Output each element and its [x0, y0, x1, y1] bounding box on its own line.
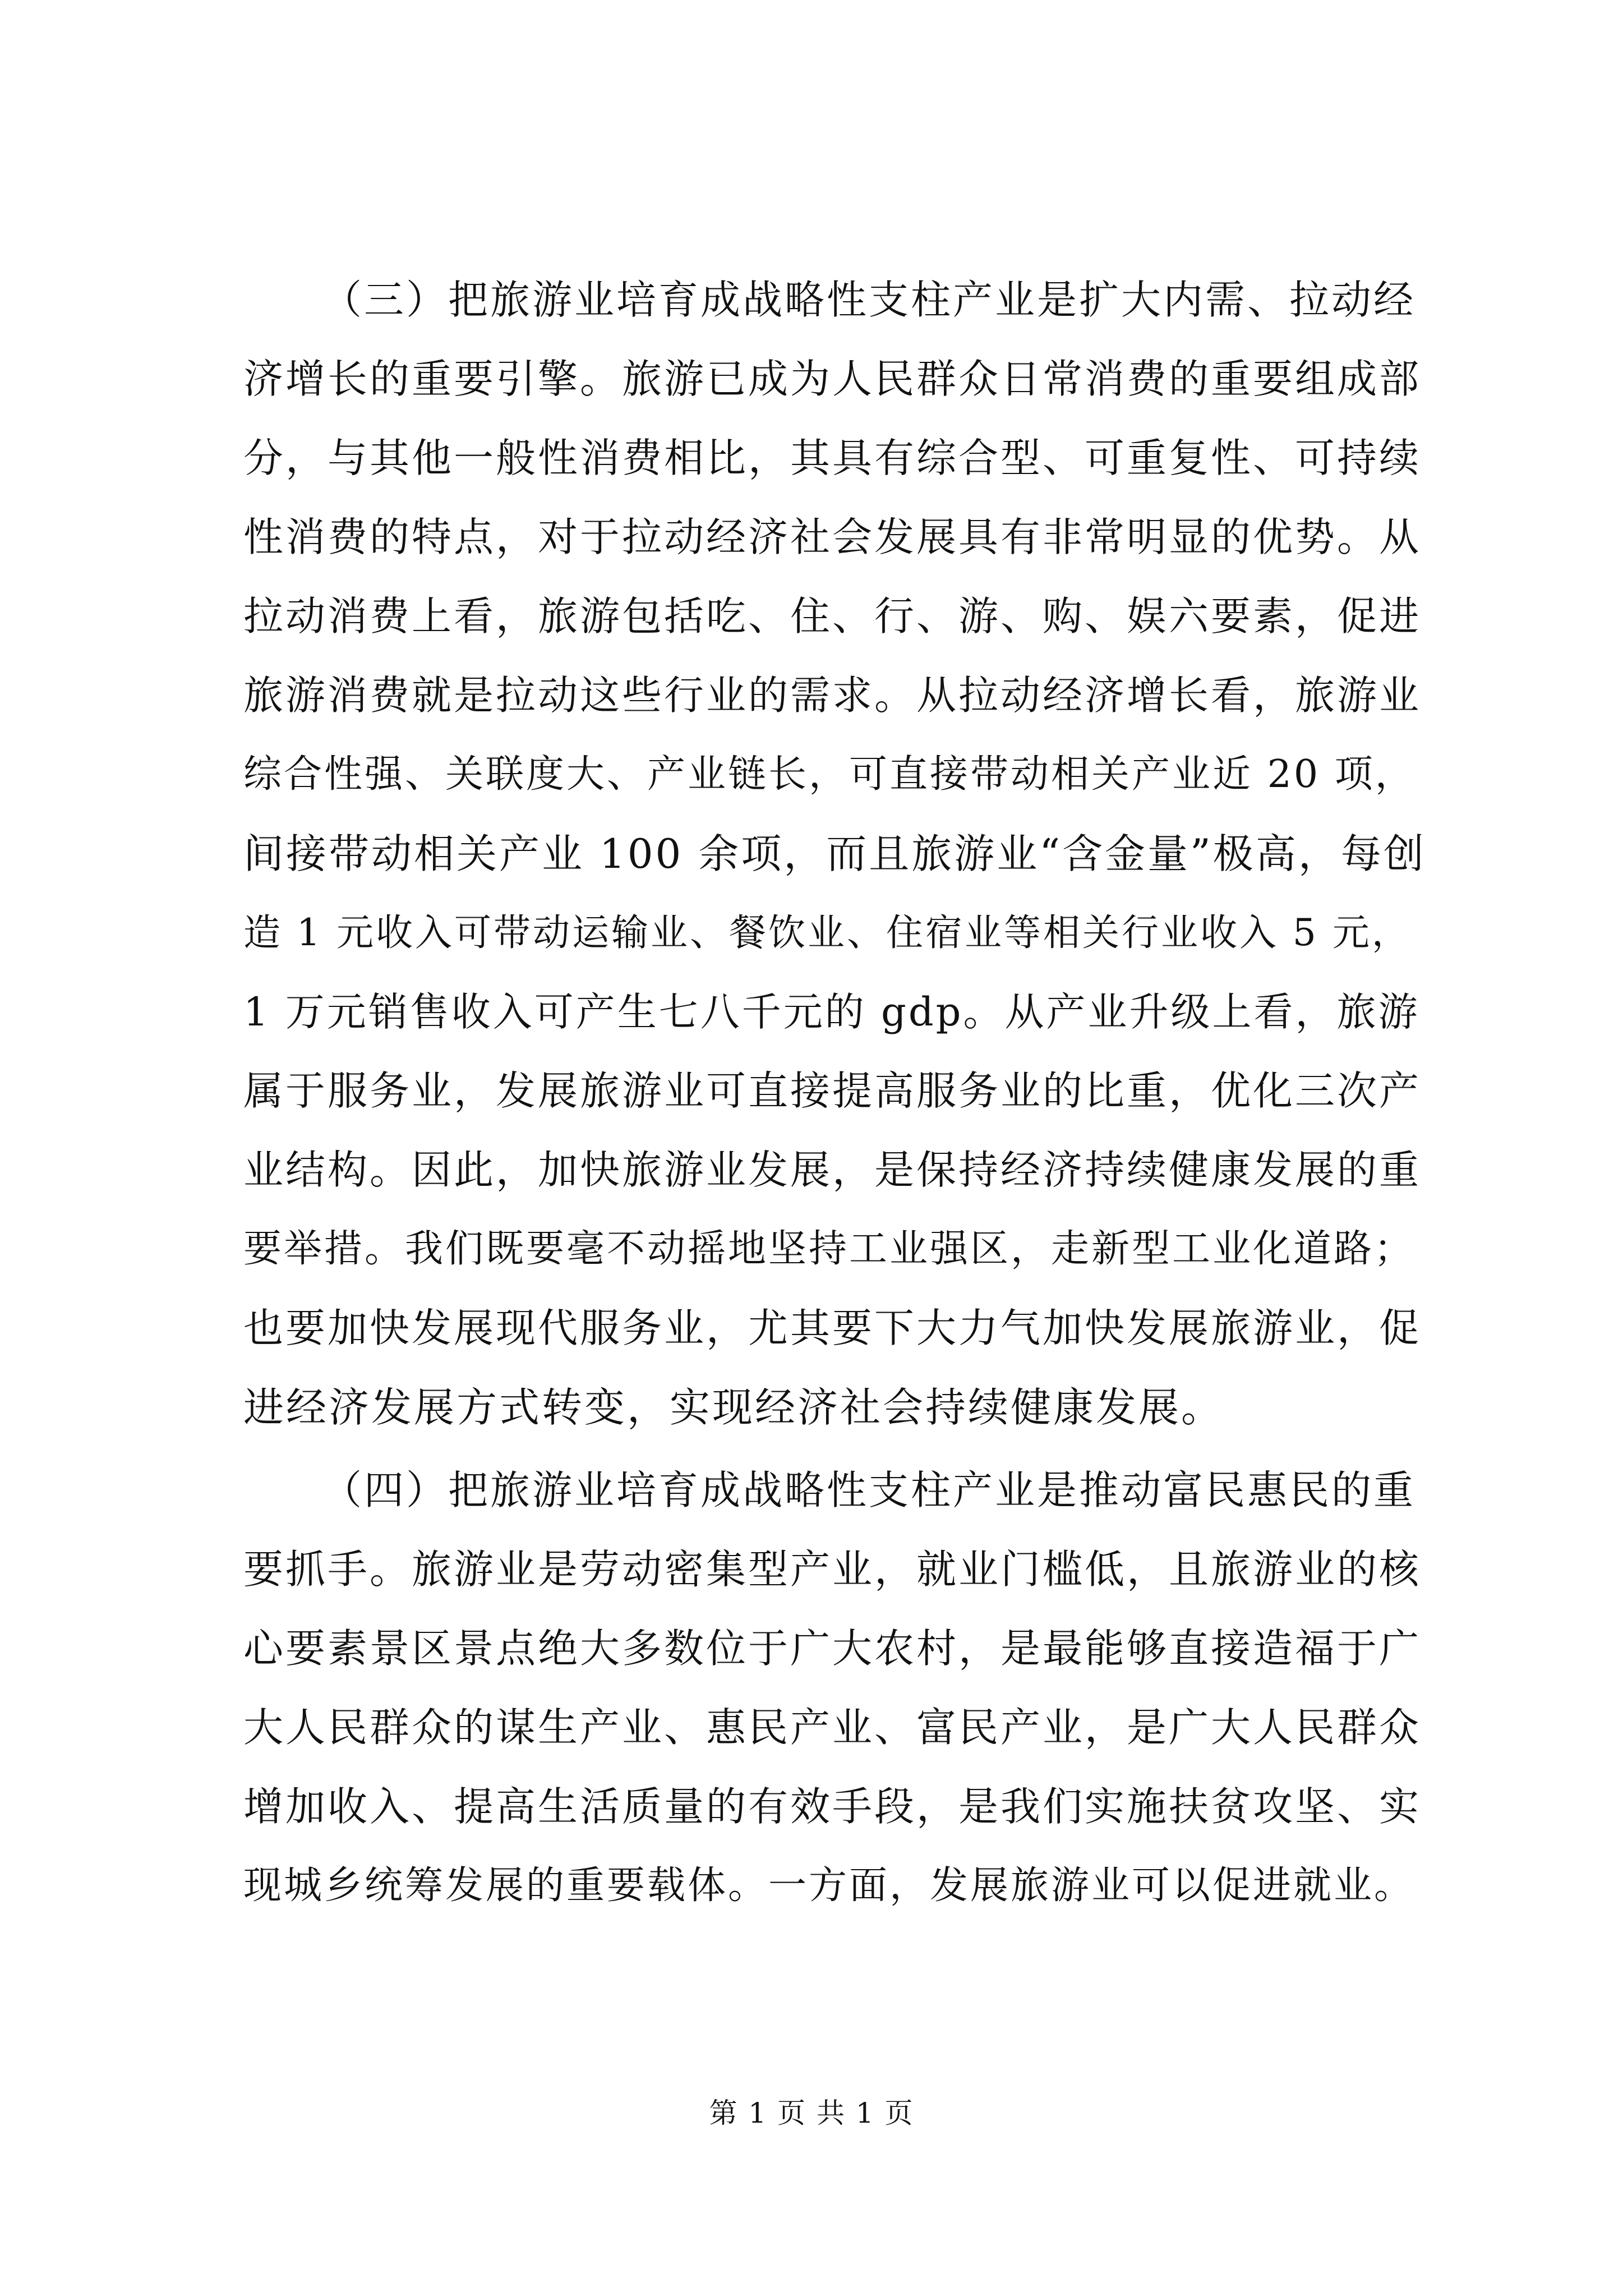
paragraph-line: （三）把旅游业培育成战略性支柱产业是扩大内需、拉动经 [322, 277, 1416, 323]
page-footer: 第 1 页 共 1 页 [709, 2097, 914, 2129]
paragraph-line: 要抓手。旅游业是劳动密集型产业，就业门槛低，且旅游业的核 [243, 1546, 1422, 1593]
paragraph-line: 大人民群众的谋生产业、惠民产业、富民产业，是广大人民群众 [243, 1704, 1422, 1751]
paragraph-line: 也要加快发展现代服务业，尤其要下大力气加快发展旅游业，促 [243, 1305, 1422, 1351]
paragraph-line: 间接带动相关产业 100 余项，而且旅游业“含金量”极高，每创 [243, 830, 1426, 877]
paragraph-line: 业结构。因此，加快旅游业发展，是保持经济持续健康发展的重 [243, 1147, 1422, 1193]
paragraph-line: 造 1 元收入可带动运输业、餐饮业、住宿业等相关行业收入 5 元， [243, 911, 1411, 954]
paragraph-line: 要举措。我们既要毫不动摇地坚持工业强区，走新型工业化道路； [243, 1227, 1415, 1271]
paragraph-line: 济增长的重要引擎。旅游已成为人民群众日常消费的重要组成部 [243, 356, 1422, 402]
paragraph-line: 拉动消费上看，旅游包括吃、住、行、游、购、娱六要素，促进 [243, 593, 1422, 639]
paragraph-line: 现城乡统筹发展的重要载体。一方面，发展旅游业可以促进就业。 [243, 1864, 1415, 1908]
paragraph-line: 心要素景区景点绝大多数位于广大农村，是最能够直接造福于广 [243, 1625, 1422, 1672]
paragraph-line: 综合性强、关联度大、产业链长，可直接带动相关产业近 20 项， [243, 752, 1415, 797]
paragraph-line: 1 万元销售收入可产生七八千元的 gdp。从产业升级上看，旅游 [243, 989, 1420, 1035]
paragraph-line: （四）把旅游业培育成战略性支柱产业是推动富民惠民的重 [322, 1467, 1416, 1513]
paragraph-line: 属于服务业，发展旅游业可直接提高服务业的比重，优化三次产 [243, 1068, 1422, 1114]
paragraph-line: 分，与其他一般性消费相比，其具有综合型、可重复性、可持续 [243, 435, 1422, 481]
paragraph-line: 旅游消费就是拉动这些行业的需求。从拉动经济增长看，旅游业 [243, 672, 1422, 719]
paragraph-line: 进经济发展方式转变，实现经济社会持续健康发展。 [243, 1384, 1224, 1431]
paragraph-line: 性消费的特点，对于拉动经济社会发展具有非常明显的优势。从 [243, 514, 1422, 560]
paragraph-line: 增加收入、提高生活质量的有效手段，是我们实施扶贫攻坚、实 [243, 1783, 1422, 1830]
